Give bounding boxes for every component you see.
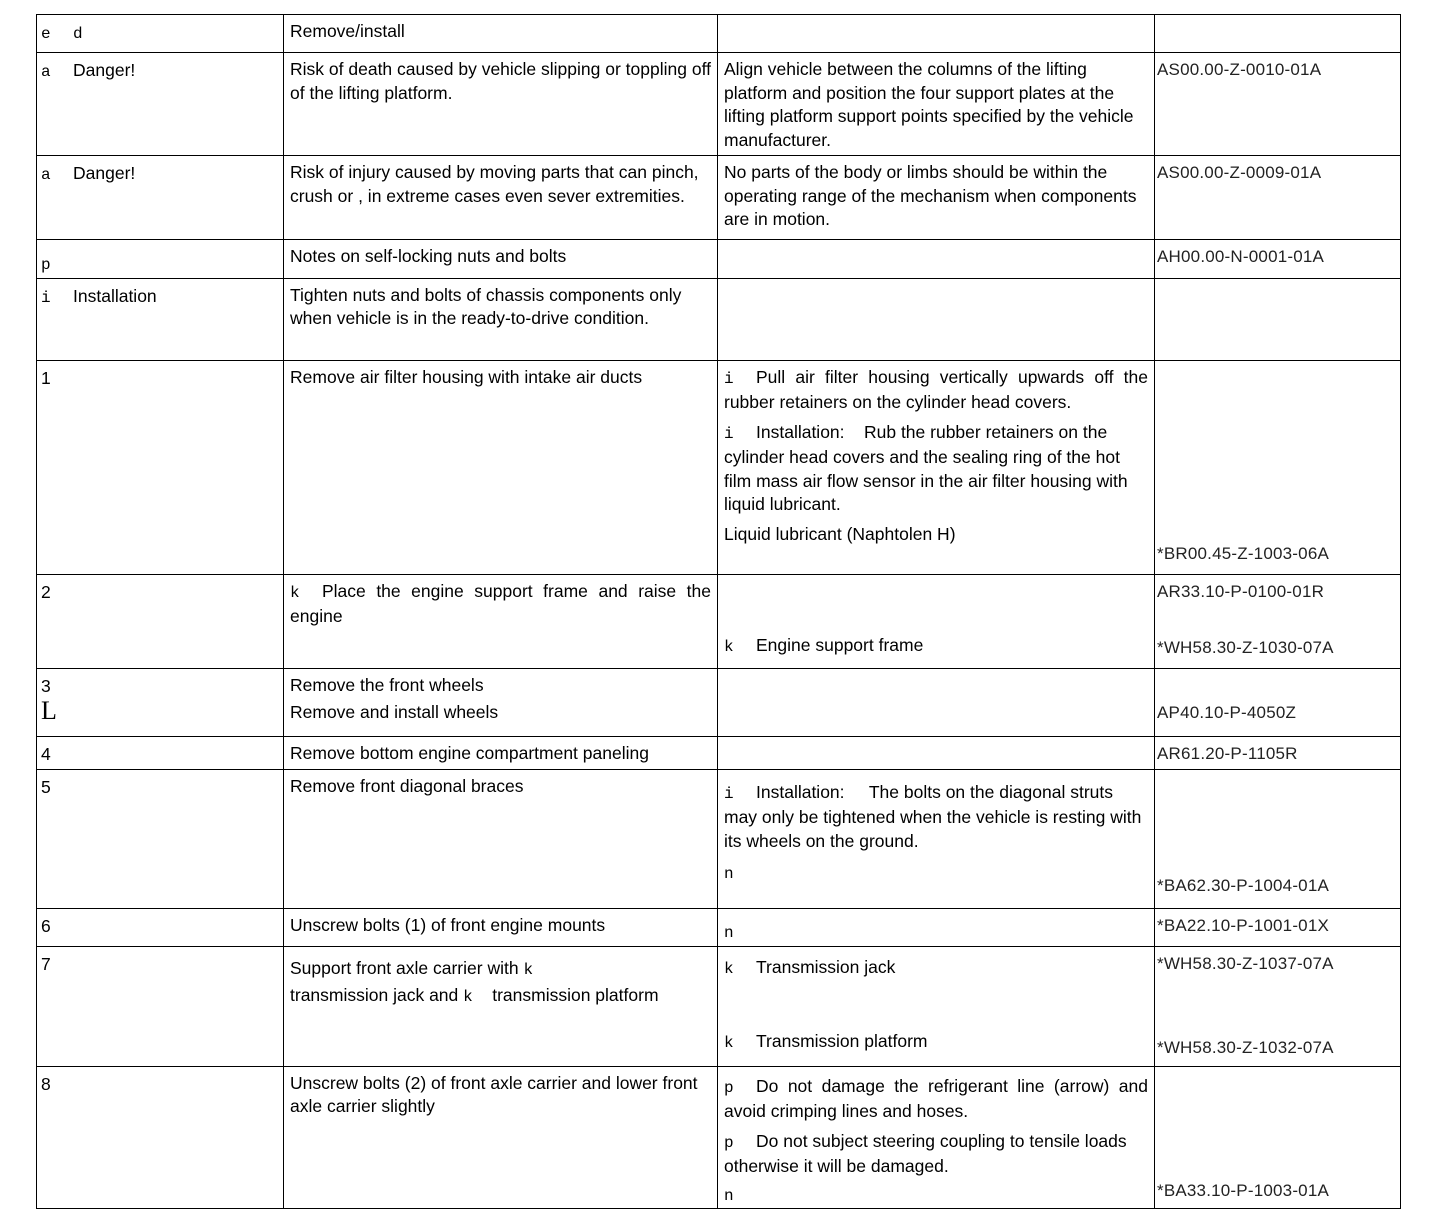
cell-symbol bbox=[37, 53, 284, 156]
note-text: Rub the rubber retainers on the cylinder head covers and the sealing ring of the hot film mass air flow sensor in the air filter housing with liquid lubricant. bbox=[724, 421, 1128, 514]
step-text: Place the engine support frame and raise the engine bbox=[290, 580, 711, 626]
cell-step-number bbox=[37, 574, 284, 668]
reference-link[interactable]: *WH58.30-Z-1030-07A bbox=[1157, 637, 1334, 657]
cell-step-number bbox=[37, 360, 284, 574]
cell-notes bbox=[718, 736, 1155, 769]
cell-step-number bbox=[37, 946, 284, 1066]
tool-name: Engine support frame bbox=[756, 635, 924, 655]
torque-icon: n bbox=[724, 865, 734, 883]
lubricant-note: Liquid lubricant (Naphtolen H) bbox=[724, 523, 956, 544]
note-block bbox=[724, 781, 1148, 854]
note-block bbox=[724, 1030, 1148, 1056]
table-row bbox=[37, 946, 1401, 1066]
installation-label: Installation: bbox=[756, 421, 845, 442]
cell-notes: Align vehicle between the columns of the lifting platform and position the four support plates at the lifting platform support points specified by the vehicle manufacturer. bbox=[718, 53, 1155, 156]
cell-notes bbox=[718, 240, 1155, 279]
reference-link[interactable]: AP40.10-P-4050Z bbox=[1157, 702, 1297, 722]
reference-link[interactable]: *BA62.30-P-1004-01A bbox=[1157, 876, 1330, 895]
cell-step-text: Risk of injury caused by moving parts that can pinch, crush or , in extreme cases even sever extremities. bbox=[284, 156, 718, 240]
step-number: 5 bbox=[41, 776, 51, 797]
step-number: 7 bbox=[41, 953, 51, 974]
cell-reference bbox=[1155, 278, 1401, 360]
step-text: transmission jack and bbox=[290, 984, 459, 1005]
table-row bbox=[37, 360, 1401, 574]
cell-notes bbox=[718, 15, 1155, 53]
cell-step-number bbox=[37, 736, 284, 769]
info-icon: i bbox=[41, 288, 51, 307]
reference-link[interactable]: *BR00.45-Z-1003-06A bbox=[1157, 544, 1330, 563]
danger-label: Danger! bbox=[73, 163, 136, 183]
note-block bbox=[724, 421, 1148, 517]
step-number: 6 bbox=[41, 915, 51, 936]
procedure-table bbox=[36, 14, 1401, 1209]
cell-step-text: Risk of death caused by vehicle slipping or toppling off of the lifting platform. bbox=[284, 53, 718, 156]
caution-icon: p bbox=[724, 1133, 734, 1152]
cell-reference bbox=[1155, 668, 1401, 736]
table-row bbox=[37, 278, 1401, 360]
table-row bbox=[37, 156, 1401, 240]
reference-link[interactable]: *BA22.10-P-1001-01X bbox=[1157, 915, 1330, 935]
cell-step-text: Remove/install bbox=[284, 15, 718, 53]
info-icon: i bbox=[724, 369, 734, 388]
info-icon: i bbox=[724, 784, 734, 803]
tool-icon: k bbox=[463, 987, 473, 1006]
reference-link[interactable]: *WH58.30-Z-1037-07A bbox=[1157, 953, 1334, 973]
tool-icon: k bbox=[724, 638, 734, 656]
table-row bbox=[37, 1066, 1401, 1209]
cell-notes: No parts of the body or limbs should be within the operating range of the mechanism when components are in motion. bbox=[718, 156, 1155, 240]
symbol-d: d bbox=[73, 25, 83, 43]
reference-link[interactable]: *BA33.10-P-1003-01A bbox=[1157, 1180, 1330, 1200]
cell-notes bbox=[718, 278, 1155, 360]
cell-notes bbox=[718, 1066, 1155, 1209]
reference-link[interactable]: AS00.00-Z-0010-01A bbox=[1157, 60, 1322, 79]
step-number: 2 bbox=[41, 581, 51, 602]
cell-reference bbox=[1155, 15, 1401, 53]
cell-reference bbox=[1155, 946, 1401, 1066]
cell-notes bbox=[718, 769, 1155, 908]
torque-icon: n bbox=[724, 1186, 734, 1205]
installation-label: Installation: bbox=[756, 781, 845, 802]
wheel-icon: L bbox=[41, 696, 57, 725]
step-subtext: Remove and install wheels bbox=[290, 702, 499, 722]
table-row bbox=[37, 574, 1401, 668]
table-row bbox=[37, 240, 1401, 279]
reference-link[interactable]: *WH58.30-Z-1032-07A bbox=[1157, 1037, 1334, 1057]
reference-link[interactable]: AR61.20-P-1105R bbox=[1157, 743, 1298, 763]
table-row bbox=[37, 769, 1401, 908]
cell-step-text: Remove front diagonal braces bbox=[284, 769, 718, 908]
note-block bbox=[724, 1075, 1148, 1124]
cell-step-number bbox=[37, 1066, 284, 1209]
step-text: transmission platform bbox=[492, 984, 659, 1005]
cell-notes bbox=[718, 360, 1155, 574]
cell-step-text bbox=[284, 574, 718, 668]
step-number: 4 bbox=[41, 743, 51, 764]
table-row bbox=[37, 908, 1401, 946]
note-text: Pull air filter housing vertically upwards off the rubber retainers on the cylinder head covers. bbox=[724, 366, 1148, 412]
installation-label: Installation bbox=[73, 285, 157, 306]
step-number: 8 bbox=[41, 1073, 51, 1094]
reference-link[interactable]: AR33.10-P-0100-01R bbox=[1157, 581, 1325, 601]
tool-name: Transmission platform bbox=[756, 1030, 928, 1051]
cell-symbol bbox=[37, 240, 284, 279]
cell-symbol bbox=[37, 278, 284, 360]
cell-step-text bbox=[284, 946, 718, 1066]
table-row bbox=[37, 15, 1401, 53]
tool-name: Transmission jack bbox=[756, 956, 896, 977]
note-text: Do not damage the refrigerant line (arrow) and avoid crimping lines and hoses. bbox=[724, 1075, 1148, 1121]
cell-step-text: Remove air filter housing with intake air ducts bbox=[284, 360, 718, 574]
table-row bbox=[37, 668, 1401, 736]
tool-icon: k bbox=[290, 583, 300, 602]
tool-icon: k bbox=[724, 959, 734, 978]
danger-icon: a bbox=[41, 63, 51, 81]
cell-step-number bbox=[37, 668, 284, 736]
step-number: 3 bbox=[41, 675, 51, 696]
cell-step-number bbox=[37, 769, 284, 908]
tool-icon: k bbox=[523, 960, 534, 979]
cell-notes bbox=[718, 668, 1155, 736]
danger-label: Danger! bbox=[73, 60, 136, 80]
cell-step-text: Tighten nuts and bolts of chassis components only when vehicle is in the ready-to-drive condition. bbox=[284, 278, 718, 360]
note-block bbox=[724, 956, 1148, 1030]
note-block bbox=[724, 366, 1148, 415]
cell-notes bbox=[718, 574, 1155, 668]
info-icon: i bbox=[724, 424, 734, 443]
cell-step-text: Unscrew bolts (1) of front engine mounts bbox=[284, 908, 718, 946]
note-icon: p bbox=[41, 256, 51, 274]
cell-step-text: Remove bottom engine compartment paneling bbox=[284, 736, 718, 769]
danger-icon: a bbox=[41, 166, 51, 184]
cell-reference bbox=[1155, 574, 1401, 668]
note-block bbox=[724, 1130, 1148, 1179]
table-row bbox=[37, 736, 1401, 769]
cell-notes bbox=[718, 946, 1155, 1066]
tool-icon: k bbox=[724, 1033, 734, 1052]
cell-symbol bbox=[37, 156, 284, 240]
torque-icon: n bbox=[724, 923, 734, 942]
cell-step-text bbox=[284, 668, 718, 736]
cell-step-text: Unscrew bolts (2) of front axle carrier and lower front axle carrier slightly bbox=[284, 1066, 718, 1209]
step-text: Remove the front wheels bbox=[290, 674, 484, 695]
reference-link[interactable]: AS00.00-Z-0009-01A bbox=[1157, 163, 1322, 182]
caution-icon: p bbox=[724, 1078, 734, 1097]
note-text: Do not subject steering coupling to tensile loads otherwise it will be damaged. bbox=[724, 1130, 1127, 1176]
step-number: 1 bbox=[41, 367, 51, 388]
cell-step-text: Notes on self-locking nuts and bolts bbox=[284, 240, 718, 279]
cell-symbol bbox=[37, 15, 284, 53]
step-text: Support front axle carrier with bbox=[290, 957, 519, 978]
table-row bbox=[37, 53, 1401, 156]
reference-link[interactable]: AH00.00-N-0001-01A bbox=[1157, 247, 1325, 266]
cell-notes bbox=[718, 908, 1155, 946]
note-text: The bolts on the diagonal struts may only be tightened when the vehicle is resting with its wheels on the ground. bbox=[724, 781, 1142, 851]
symbol-e: e bbox=[41, 25, 51, 43]
cell-step-number bbox=[37, 908, 284, 946]
